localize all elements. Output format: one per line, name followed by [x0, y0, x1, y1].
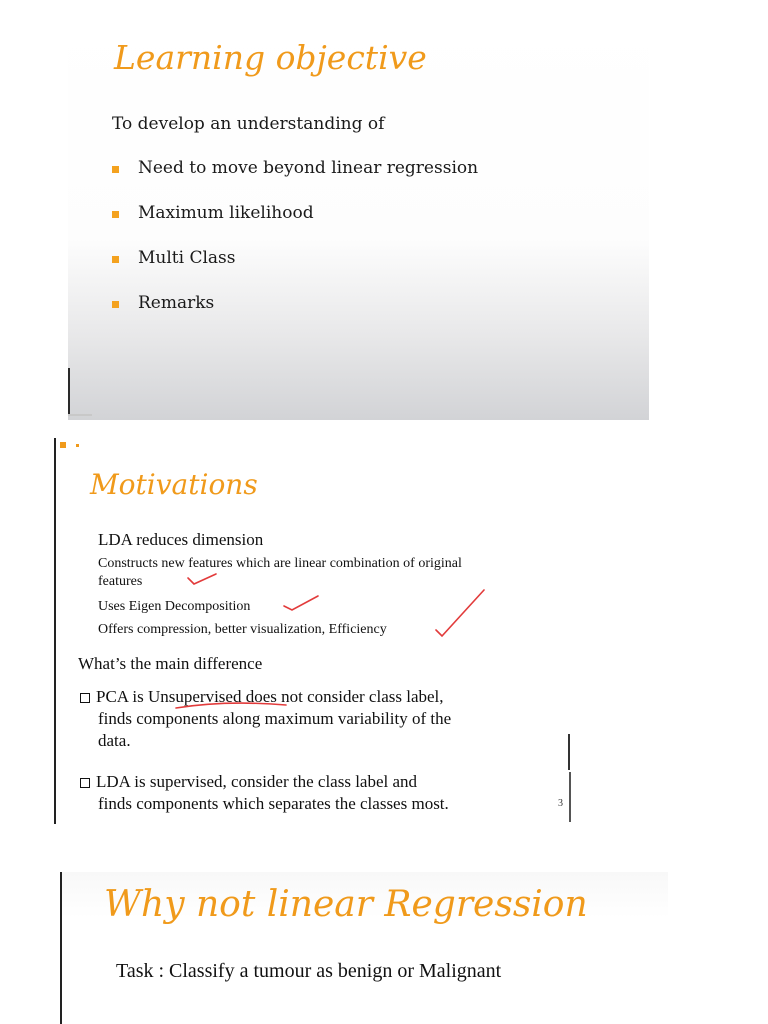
intro-text: To develop an understanding of [112, 114, 385, 134]
task-text: Task : Classify a tumour as benign or Malignant [116, 960, 502, 982]
list-item: Multi Class [112, 248, 478, 293]
divider [569, 772, 571, 822]
checkbox-icon [80, 778, 90, 788]
slide-motivations [54, 438, 570, 824]
bullet-square-icon [112, 211, 119, 218]
page-number: 3 [558, 798, 563, 809]
pca-line: PCA is Unsupervised does not consider class label, [80, 687, 444, 707]
point-text: features [98, 574, 143, 589]
corner-mark-icon [76, 444, 79, 447]
point-text: Uses Eigen Decomposition [98, 599, 251, 614]
question-text: What’s the main difference [78, 654, 263, 673]
divider [68, 368, 70, 416]
pca-line: finds components along maximum variability of the [98, 709, 452, 728]
slide-title: Learning objective [114, 38, 427, 77]
point-text: Offers compression, better visualization, Efficiency [98, 622, 387, 637]
checkmark-icon [188, 574, 216, 584]
section-heading: LDA reduces dimension [98, 530, 264, 549]
divider [68, 414, 92, 416]
slide-title: Motivations [90, 468, 258, 501]
list-item: Maximum likelihood [112, 203, 478, 248]
point-text: Constructs new features which are linear combination of original [98, 556, 462, 571]
checkmark-icon [436, 590, 484, 636]
corner-mark-icon [60, 442, 66, 448]
pca-line: data. [98, 731, 131, 750]
slide-title: Why not linear Regression [104, 884, 588, 925]
bullet-square-icon [112, 301, 119, 308]
lda-line: LDA is supervised, consider the class label and [80, 772, 417, 792]
checkbox-icon [80, 693, 90, 703]
bullet-square-icon [112, 166, 119, 173]
checkmark-icon [284, 596, 318, 610]
objective-list [112, 158, 478, 338]
list-item: Remarks [112, 293, 478, 338]
divider [568, 734, 570, 770]
slide-why-not-linear-regression [60, 872, 668, 1024]
lda-line: finds components which separates the classes most. [98, 794, 449, 813]
slide-learning-objective [68, 18, 649, 420]
bullet-square-icon [112, 256, 119, 263]
list-item: Need to move beyond linear regression [112, 158, 478, 203]
